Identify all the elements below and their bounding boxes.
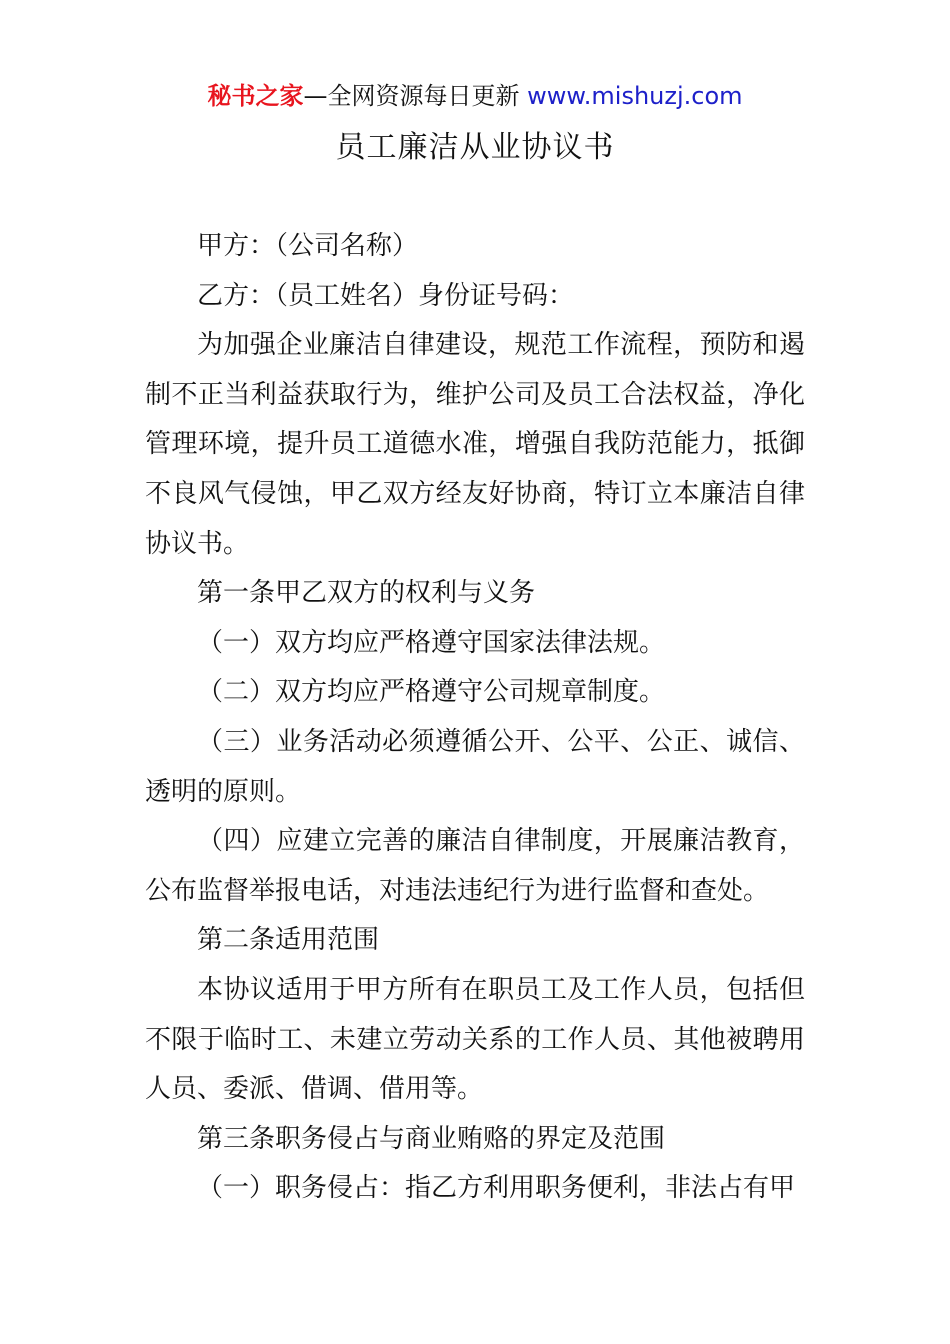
article-1-item-1: （一）双方均应严格遵守国家法律法规。 [197, 627, 666, 658]
party-b-line: 乙方：（员工姓名）身份证号码： [197, 280, 575, 311]
article-2-heading: 第二条适用范围 [197, 925, 380, 956]
article-3-item-1: （一）职务侵占：指乙方利用职务便利，非法占有甲 [197, 1173, 796, 1204]
site-url-link[interactable]: www.mishuzj.com [527, 82, 743, 110]
site-header [0, 80, 950, 112]
article-1-item-4: （四）应建立完善的廉洁自律制度，开展廉洁教育，公布监督举报电话，对违法违纪行为进行监督和查处。 [145, 826, 805, 906]
document-body [145, 222, 805, 1214]
article-1-item-2: （二）双方均应严格遵守公司规章制度。 [197, 677, 666, 708]
site-tagline: —全网资源每日更新 [303, 82, 528, 110]
article-2-paragraph: 本协议适用于甲方所有在职员工及工作人员，包括但不限于临时工、未建立劳动关系的工作人员、其他被聘用人员、委派、借调、借用等。 [145, 974, 805, 1105]
preamble-paragraph: 为加强企业廉洁自律建设，规范工作流程，预防和遏制不正当利益获取行为，维护公司及员工合法权益，净化管理环境，提升员工道德水准，增强自我防范能力，抵御不良风气侵蚀，甲乙双方经友好协商，特订立本廉洁自律协议书。 [145, 330, 805, 559]
document-title: 员工廉洁从业协议书 [335, 130, 615, 165]
party-a-line: 甲方：（公司名称） [197, 231, 419, 261]
article-1-heading: 第一条甲乙双方的权利与义务 [197, 578, 536, 609]
site-name: 秘书之家 [207, 82, 304, 110]
article-3-heading: 第三条职务侵占与商业贿赂的界定及范围 [197, 1123, 666, 1154]
article-1-item-3: （三）业务活动必须遵循公开、公平、公正、诚信、透明的原则。 [145, 726, 805, 807]
